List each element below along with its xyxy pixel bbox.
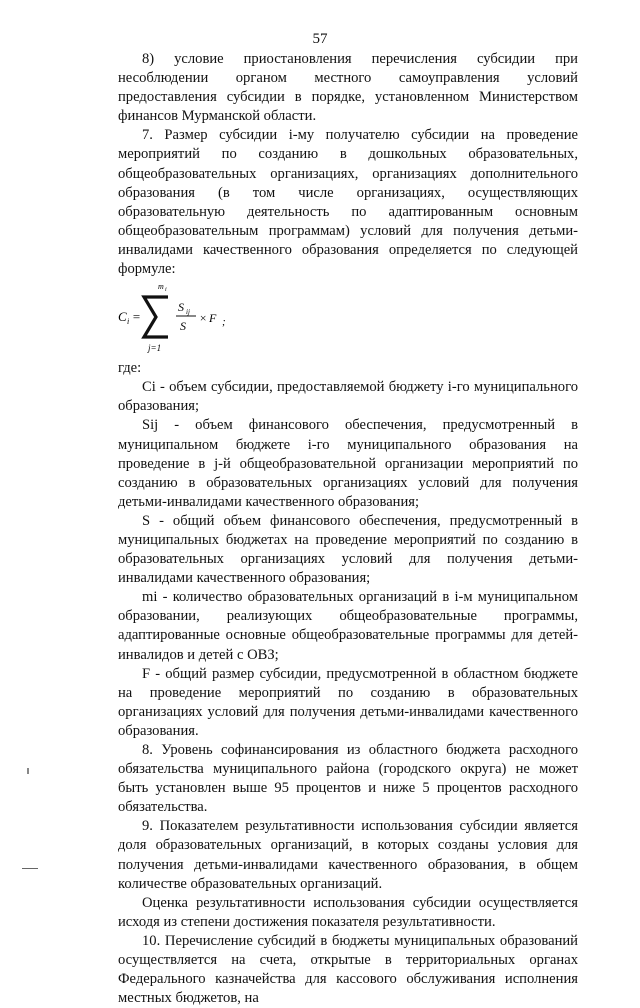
paragraph-item-10: 10. Перечисление субсидий в бюджеты муниципальных образований осуществляется на счета, открытые в территориальных органах Федерального казначейства для кассового обслуживания исполнения местных бюджетов, на — [118, 932, 578, 1007]
paragraph-assessment: Оценка результативности использования субсидии осуществляется исходя из степени достижения показателя результативности. — [118, 894, 578, 930]
where-label: где: — [118, 360, 142, 377]
formula-lhs-sub: i — [127, 317, 130, 327]
definition-mi: mi - количество образовательных организаций в i-м муниципальном образовании, реализующих общеобразовательные программы, адаптированные основные общеобразовательные программы для детей-инвалидов и детей с ОВЗ; — [118, 589, 578, 663]
formula-sum-top-sub: i — [165, 287, 167, 294]
formula-equals: = — [132, 309, 141, 325]
formula-numerator-sub: ij — [186, 308, 190, 317]
paragraph-condition-8: 8) условие приостановления перечисления субсидии при несоблюдении органом местного самоуправления условий предоставления субсидии в порядке, установленном Министерством финансов Мурманской области. — [118, 51, 578, 125]
formula-times: × — [199, 311, 208, 326]
formula-denominator: S — [180, 319, 186, 334]
subsidy-formula — [118, 281, 578, 353]
formula-graphic — [118, 281, 318, 353]
page-number: 57 — [312, 31, 328, 47]
scan-mark-dot — [27, 768, 29, 774]
formula-sum-bottom: j=1 — [148, 343, 162, 354]
formula-numerator: S — [178, 300, 184, 315]
sigma-icon — [144, 297, 168, 337]
definition-s: S - общий объем финансового обеспечения, предусмотренный в муниципальных бюджетах на проведение мероприятий по созданию в образовательных организациях условий для получения детьми-инвалидами качественного образования; — [118, 512, 578, 587]
paragraph-item-9: 9. Показателем результативности использования субсидии является доля образовательных организаций, в которых созданы условия для получения детьми-инвалидами качественного образования, в общем количестве образовательных организаций. — [118, 818, 578, 892]
definition-ci: Ci - объем субсидии, предоставляемой бюджету i-го муниципального образования; — [118, 379, 578, 415]
scan-mark-line — [22, 868, 38, 869]
paragraph-item-7: 7. Размер субсидии i-му получателю субсидии на проведение мероприятий по созданию в дошкольных образовательных, общеобразовательных организациях, организациях дополнительного образования (в том числе организациях, осуществляющих образовательную деятельность по адаптированным основным общеобразовательным программам) условий для получения детьми-инвалидами качественного образования определяется по следующей формуле: — [118, 127, 578, 278]
formula-factor: F — [209, 311, 217, 326]
formula-sum-top: m — [158, 282, 164, 292]
definition-sij: Sij - объем финансового обеспечения, предусмотренный в муниципальном бюджете i-го муниципального образования на проведение в j-й общеобразовательной организации мероприятий по созданию в образовательных организациях условий для получения детьми-инвалидами качественного образования; — [118, 417, 578, 510]
formula-lhs: C — [118, 309, 127, 325]
paragraph-item-8: 8. Уровень софинансирования из областного бюджета расходного обязательства муниципального района (городского округа) не может быть установлен выше 95 процентов и ниже 5 процентов расходного обязательства. — [118, 742, 578, 816]
definition-f: F - общий размер субсидии, предусмотренной в областном бюджете на проведение мероприятий по созданию в образовательных организациях условий для получения детьми-инвалидами качественного образования. — [118, 665, 578, 739]
document-body — [118, 50, 578, 1008]
formula-tail: ; — [222, 316, 226, 329]
